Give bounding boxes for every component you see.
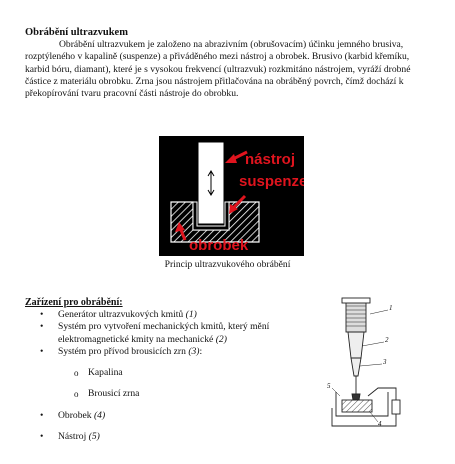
list-item-generator: • Generátor ultrazvukových kmitů (1) [40,309,315,321]
equipment-list [40,309,315,443]
callout-3: 3 [383,358,387,366]
machine-schematic-figure [326,296,412,436]
intro-paragraph-text: Obrábění ultrazvukem je založeno na abrazivním (obrušovacím) účinku jemného brusiva, rozptýleného v kapalině (suspenze) a přiváděného mezi nástroj a obrobek. Brusivo (karbid křemíku, karbid bóru, diamant), které je s vysokou frekvencí (ultrazvuk) rozkmitáno nástrojem, vyráží drobné částice z materiálu obrobku. Zrna jsou nástrojem přitlačována na obráběný povrch, čímž dochází k překopírování tvaru pracovní části nástroje do obrobku. [25,39,411,100]
document-title: Obrábění ultrazvukem [25,27,128,38]
principle-caption: Princip ultrazvukového obrábění [164,259,291,270]
list-item-tool: • Nástroj (5) [40,431,315,443]
section-title: Zařízení pro obrábění: [25,297,123,308]
machine-schematic [326,296,412,436]
sublist-item-grains: o Brousicí zrna [40,388,315,400]
principle-figure [159,136,304,256]
intro-paragraph [25,39,435,100]
callout-4: 4 [378,420,382,428]
label-tool: nástroj [245,151,296,168]
principle-diagram [159,136,304,256]
callout-2: 2 [385,336,389,344]
list-item-grain-supply: • Systém pro přívod brousicích zrn (3): [40,346,315,358]
list-item-workpiece: • Obrobek (4) [40,410,315,422]
list-item-vibration-system: • Systém pro vytvoření mechanických kmitů, který mění elektromagnetické kmity na mechanické (2) [40,321,315,346]
label-suspension: suspenze [239,173,304,190]
label-workpiece: obrobek [189,237,249,254]
callout-5: 5 [327,382,331,390]
callout-1: 1 [389,304,393,312]
sublist-item-liquid: o Kapalina [40,367,315,379]
